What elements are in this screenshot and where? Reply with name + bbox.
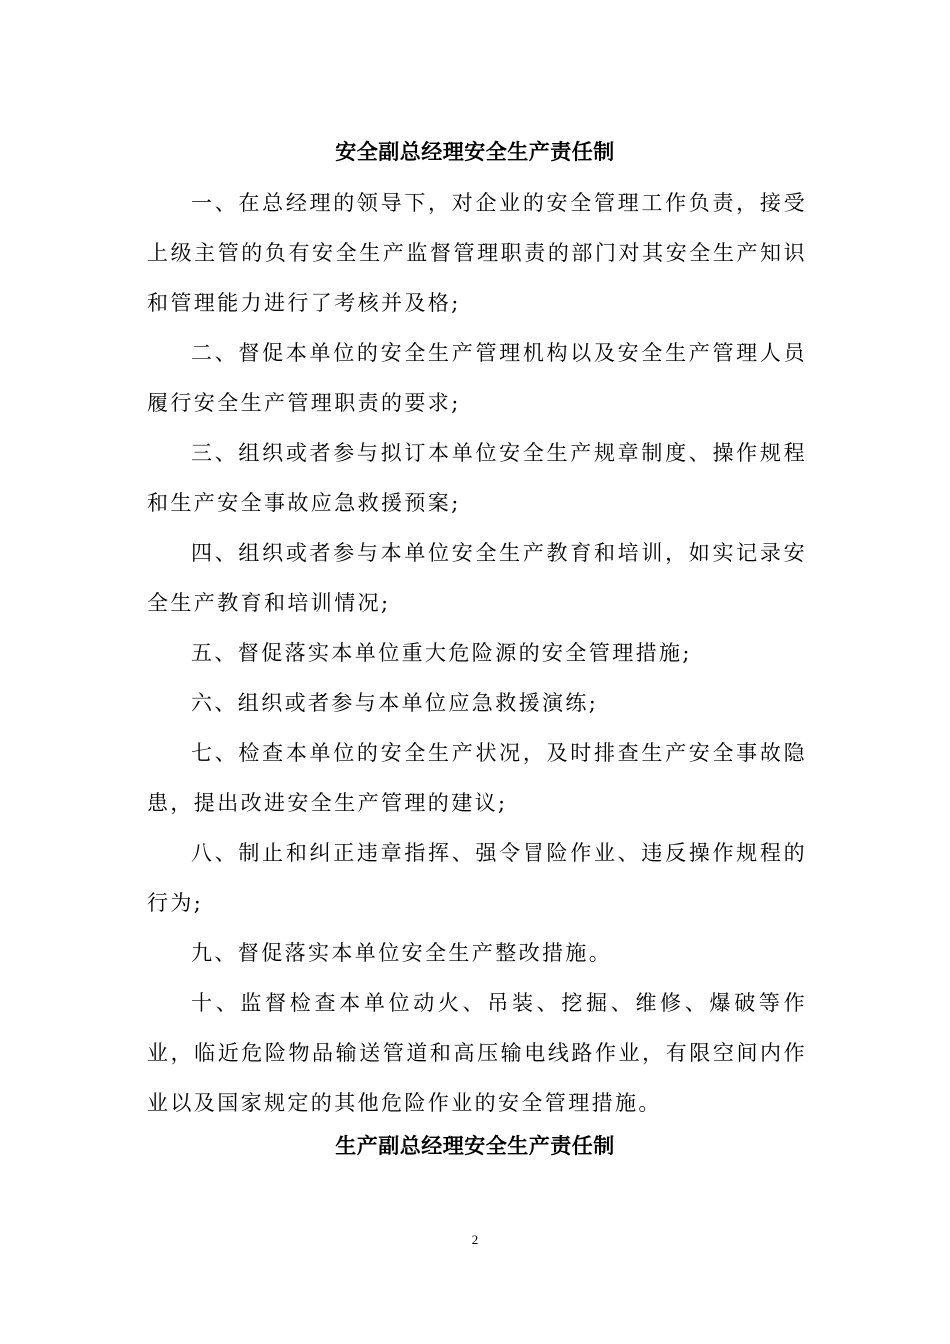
section-title-safety-deputy: 安全副总经理安全生产责任制 (335, 139, 615, 164)
paragraph-4: 四、组织或者参与本单位安全生产教育和培训，如实记录安全生产教育和培训情况; (147, 541, 807, 615)
section-title-production-deputy: 生产副总经理安全生产责任制 (335, 1133, 615, 1158)
paragraph-2: 二、督促本单位的安全生产管理机构以及安全生产管理人员履行安全生产管理职责的要求; (147, 341, 807, 415)
paragraph-1: 一、在总经理的领导下，对企业的安全管理工作负责，接受上级主管的负有安全生产监督管理职责的部门对其安全生产知识和管理能力进行了考核并及格; (147, 191, 807, 315)
paragraph-6: 六、组织或者参与本单位应急救援演练; (191, 691, 599, 715)
responsibility-list (147, 178, 807, 1128)
paragraph-7: 七、检查本单位的安全生产状况，及时排查生产安全事故隐患，提出改进安全生产管理的建议; (147, 741, 807, 815)
paragraph-8: 八、制止和纠正违章指挥、强令冒险作业、违反操作规程的行为; (147, 841, 807, 915)
paragraph-5: 五、督促落实本单位重大危险源的安全管理措施; (191, 641, 692, 665)
paragraph-3: 三、组织或者参与拟订本单位安全生产规章制度、操作规程和生产安全事故应急救援预案; (147, 441, 807, 515)
paragraph-10: 十、监督检查本单位动火、吊装、挖掘、维修、爆破等作业，临近危险物品输送管道和高压输电线路作业，有限空间内作业以及国家规定的其他危险作业的安全管理措施。 (147, 991, 807, 1115)
page-number: 2 (471, 1232, 479, 1247)
paragraph-9: 九、督促落实本单位安全生产整改措施。 (191, 941, 613, 965)
